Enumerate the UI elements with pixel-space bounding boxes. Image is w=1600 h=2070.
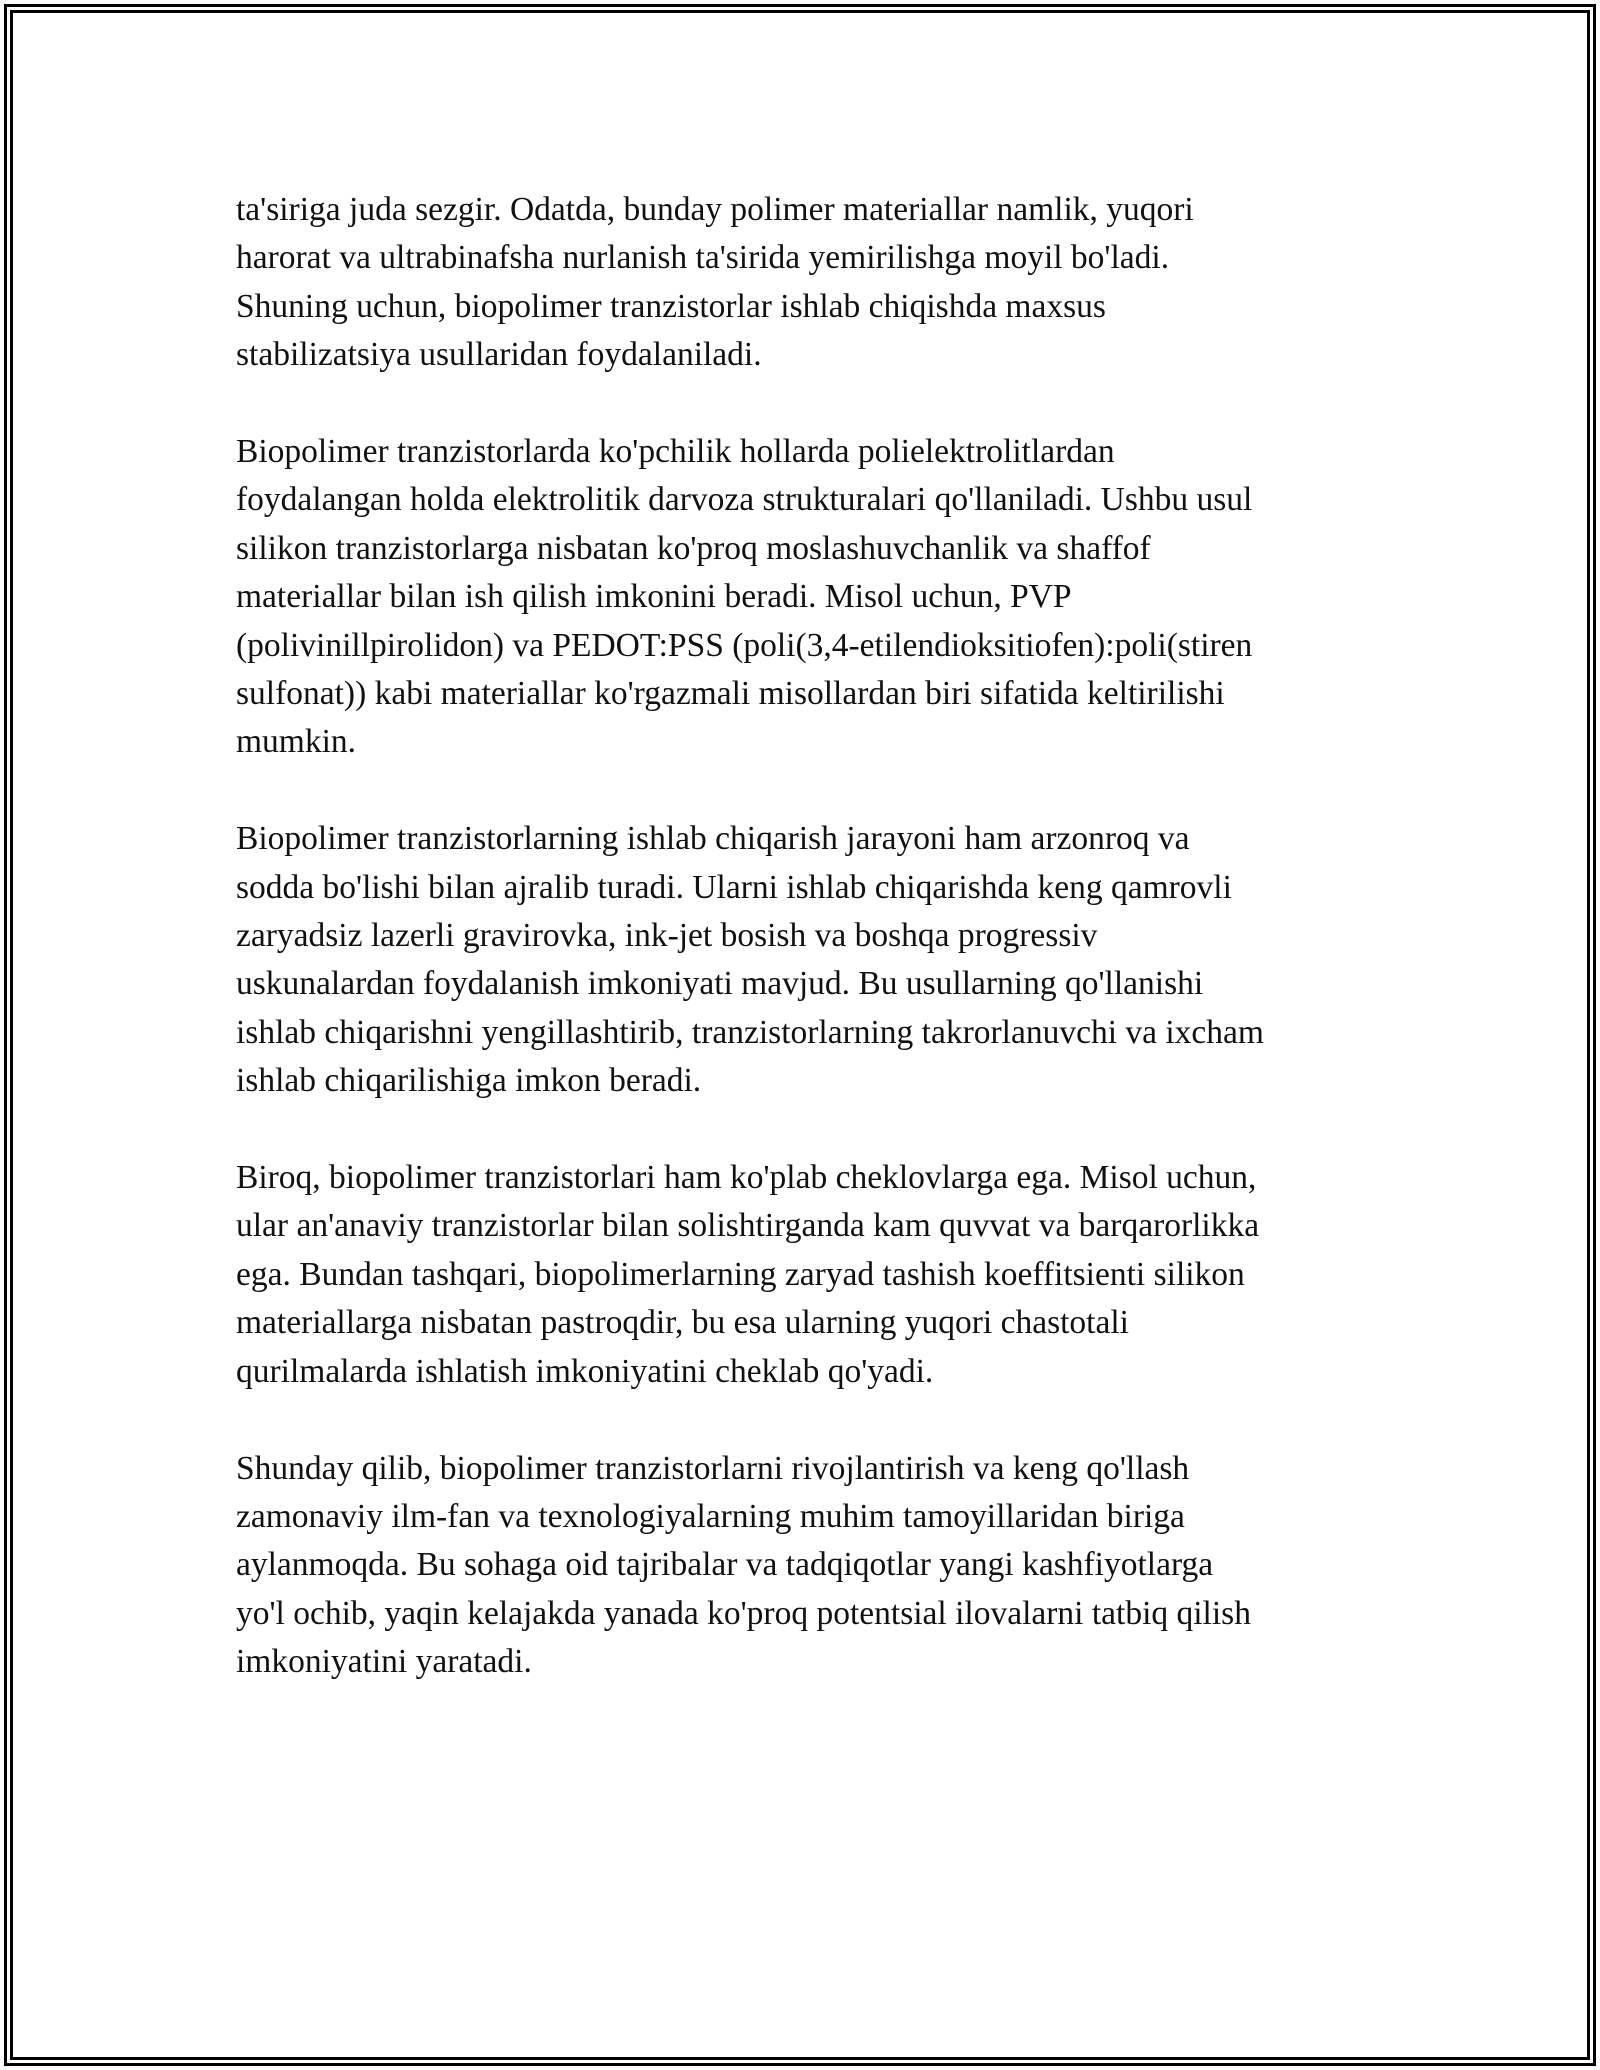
paragraph-1: ta'siriga juda sezgir. Odatda, bunday polimer materiallar namlik, yuqori harorat va ultrabinafsha nurlanish ta'sirida yemirilishga moyil bo'ladi. Shuning uchun, biopolimer tranzistorlar ishlab chiqishda maxsus stabilizatsiya usullaridan foydalaniladi. xyxy=(236,191,1194,374)
paragraph-2: Biopolimer tranzistorlarda ko'pchilik hollarda polielektrolitlardan foydalangan holda elektrolitik darvoza strukturalari qo'llaniladi. Ushbu usul silikon tranzistorlarga nisbatan ko'proq moslashuvchanlik va shaffof materiallar bilan ish qilish imkonini beradi. Misol uchun, PVP (polivinillpirolidon) va PEDOT:PSS (poli(3,4-etilendioksitiofen):poli(stiren sulfonat)) kabi materiallar ko'rgazmali misollardan biri sifatida keltirilishi mumkin. xyxy=(236,433,1253,761)
paragraph-3: Biopolimer tranzistorlarning ishlab chiqarish jarayoni ham arzonroq va sodda bo'lishi bilan ajralib turadi. Ularni ishlab chiqarishda keng qamrovli zaryadsiz lazerli gravirovka, ink-jet bosish va boshqa progressiv uskunalardan foydalanish imkoniyati mavjud. Bu usullarning qo'llanishi ishlab chiqarishni yengillashtirib, tranzistorlarning takrorlanuvchi va ixcham ishlab chiqarilishiga imkon beradi. xyxy=(236,820,1264,1100)
paragraph-5: Shunday qilib, biopolimer tranzistorlarni rivojlantirish va keng qo'llash zamonaviy ilm-fan va texnologiyalarning muhim tamoyillaridan biriga aylanmoqda. Bu sohaga oid tajribalar va tadqiqotlar yangi kashfiyotlarga yo'l ochib, yaqin kelajakda yanada ko'proq potentsial ilovalarni tatbiq qilish imkoniyatini yaratadi. xyxy=(236,1449,1251,1681)
document-body xyxy=(236,186,1366,1735)
paragraph-4: Biroq, biopolimer tranzistorlari ham ko'plab cheklovlarga ega. Misol uchun, ular an'anaviy tranzistorlar bilan solishtirganda kam quvvat va barqarorlikka ega. Bundan tashqari, biopolimerlarning zaryad tashish koeffitsienti silikon materiallarga nisbatan pastroqdir, bu esa ularning yuqori chastotali qurilmalarda ishlatish imkoniyatini cheklab qo'yadi. xyxy=(236,1159,1260,1390)
